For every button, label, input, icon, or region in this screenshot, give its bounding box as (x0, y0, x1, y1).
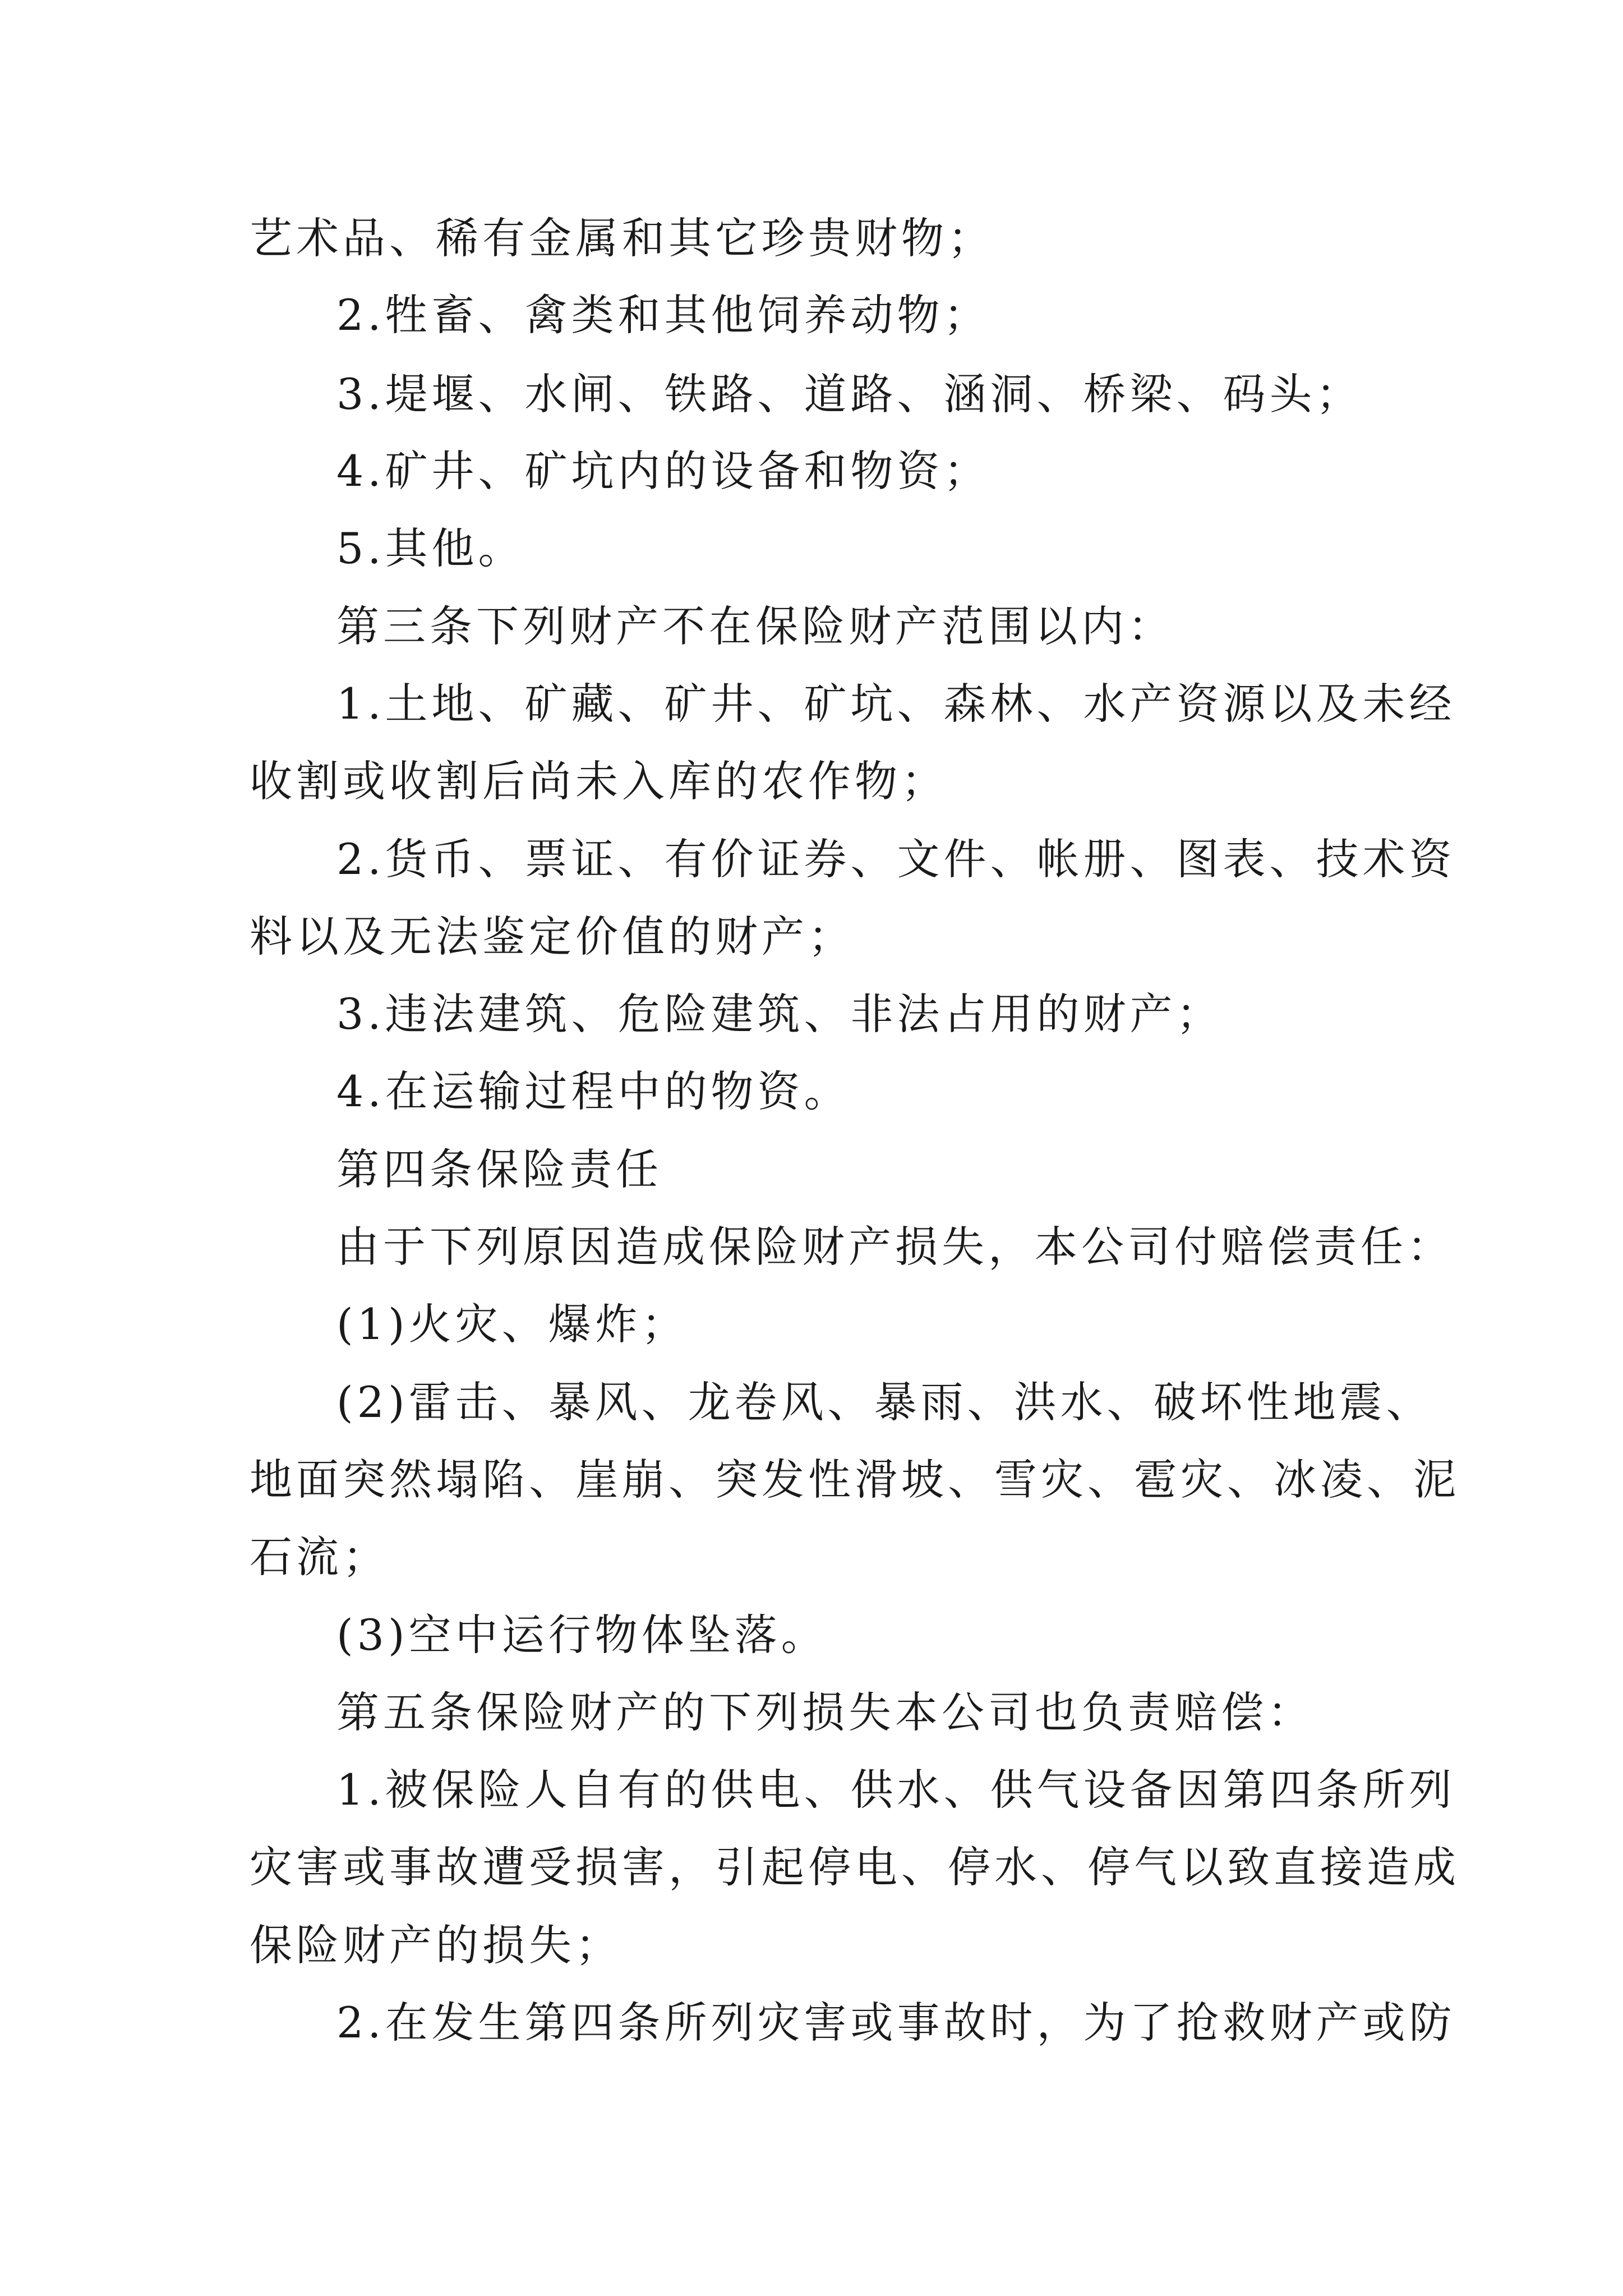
text-line: (3)空中运行物体坠落。 (336, 1610, 828, 1660)
text-line: 收割或收割后尚未入库的农作物； (250, 756, 948, 806)
text-line: 3.堤堰、水闸、铁路、道路、涵洞、桥梁、码头； (336, 369, 1363, 419)
text-line: 5.其他。 (336, 523, 525, 573)
text-line: 1.被保险人自有的供电、供水、供气设备因第四条所列 (336, 1765, 1456, 1815)
text-line: 保险财产的损失； (250, 1920, 622, 1970)
text-line: 2.货币、票证、有价证券、文件、帐册、图表、技术资 (336, 834, 1456, 884)
text-line: 1.土地、矿藏、矿井、矿坑、森林、水产资源以及未经 (336, 679, 1456, 729)
text-line: 石流； (250, 1532, 389, 1582)
text-line: 地面突然塌陷、崖崩、突发性滑坡、雪灾、雹灾、冰凌、泥 (250, 1455, 1460, 1504)
section-heading: 第三条下列财产不在保险财产范围以内： (336, 601, 1174, 651)
text-line: 3.违法建筑、危险建筑、非法占用的财产； (336, 989, 1223, 1039)
section-heading: 第四条保险责任 (336, 1144, 662, 1194)
section-heading: 第五条保险财产的下列损失本公司也负责赔偿： (336, 1687, 1314, 1737)
text-line: 艺术品、稀有金属和其它珍贵财物； (250, 213, 994, 263)
text-line: (2)雷击、暴风、龙卷风、暴雨、洪水、破坏性地震、 (336, 1377, 1433, 1427)
text-line: 由于下列原因造成保险财产损失，本公司付赔偿责任： (336, 1222, 1454, 1272)
text-line: 2.在发生第四条所列灾害或事故时，为了抢救财产或防 (336, 1998, 1456, 2047)
text-line: 料以及无法鉴定价值的财产； (250, 912, 855, 961)
text-line: 灾害或事故遭受损害，引起停电、停水、停气以致直接造成 (250, 1842, 1460, 1892)
text-line: 4.矿井、矿坑内的设备和物资； (336, 446, 990, 496)
text-line: 4.在运输过程中的物资。 (336, 1066, 851, 1116)
text-line: 2.牲畜、禽类和其他饲养动物； (336, 290, 990, 340)
text-line: (1)火灾、爆炸； (336, 1299, 688, 1349)
